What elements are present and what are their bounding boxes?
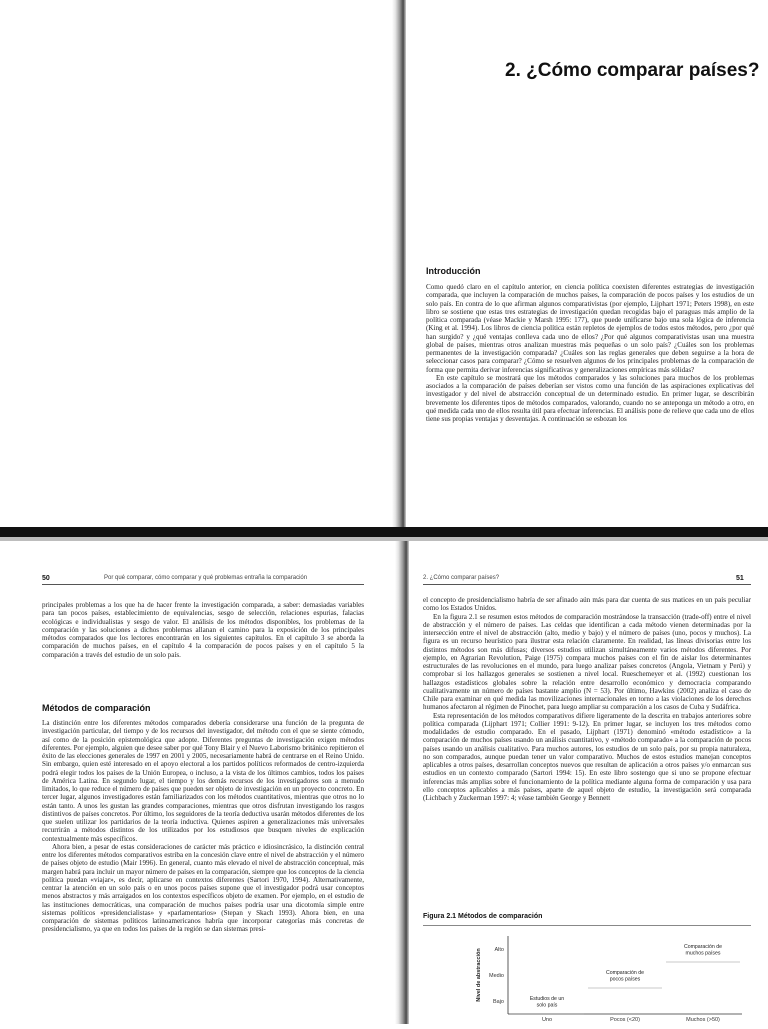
y-tick-label: Bajo [492,999,504,1005]
top-page-gutter [392,0,406,527]
right-paragraph-1: el concepto de presidencialismo habría de ser afinado aún más para dar cuenta de sus matices en un país peculiar como los Estados Unidos. [423,596,751,613]
y-tick-label: Medio [489,973,504,979]
running-head-left: Por qué comparar, cómo comparar y qué problemas entraña la comparación [104,575,308,581]
running-head-right: 2. ¿Cómo comparar países? [423,575,500,581]
cell-label: pocos países [609,976,641,983]
left-paragraph-1: La distinción entre los diferentes métodos comparados debería considerarse una función de la pregunta de investigación particular, del tiempo y de los recursos del investigador, del método con el que se siente cómodo, así como de la posición epistemológica que adopte. Diferentes preguntas de investigación exigen métodos diferentes. Por ejemplo, alguien que desee saber por qué Tony Blair y el Nuevo Laborismo británico repitieron el éxito de las elecciones generales de 1997 en 2001 y 2005, necesariamente habrá de centrarse en el Reino Unido. Sin embargo, quien esté interesado en el apoyo electoral a los partidos políticos reformados de centro-izquierda podrá elegir todos los países de la Unión Europea, o incluso, a la vista de los últimos cambios, todos los países de América Latina. En segundo lugar, el tiempo y los demás recursos de los investigadores son a menudo limitados, lo que reduce el número de países que pueden ser objeto de investigación en un proyecto concreto. En tercer lugar, algunos investigadores están familiarizados con los métodos cuantitativos, mientras que otros no lo están tanto. A unos les gustan las grandes comparaciones, mientras que otros disfrutan investigando los rasgos distintivos de países concretos. Por último, los seguidores de la teoría deductiva usarán métodos diferentes de los que suelen utilizar los partidarios de la teoría inductiva. Quienes aspiren a generalizaciones más universales recurrirán a métodos distintos de los utilizados por los estudiosos que busquen niveles de explicación contextualmente más específicos. [42,719,364,843]
x-tick-label: Uno [541,1017,553,1023]
header-rule-right [423,584,751,585]
cell-label: Comparación de [683,944,723,950]
y-axis-label: Nivel de abstracción [476,948,482,1002]
right-paragraph-3: Esta representación de los métodos comparativos difiere ligeramente de la descrita en trabajos anteriores sobre política comparada (Lijphart 1971; Collier 1991: 9-12). En primer lugar, se incluyen los tres métodos como modalidades de estudio comparado. En el pasado, Lijphart (1971) denominó «método estadístico» a la comparación de muchos países usando un análisis cuantitativo, y «método comparado» a la comparación de pocos países usando un análisis cualitativo. Para muchos autores, los estudios de un solo país, por su propia naturaleza, no son comparados, aunque puedan tener un valor comparativo. Muchos de estos estudios manejan conceptos aplicables a otros países, desarrollan conceptos nuevos que resultan de aplicación a otros países y/o enmarcan sus estudios en un contexto comparado (Sartori 1994: 15). En este libro sostengo que si uno se propone efectuar inferencias más amplias sobre el funcionamiento de la política mediante alguna forma de comparación y usa para ello conceptos aplicables a más países, aparte de aquel objeto de estudio, la investigación será comparada (Lichbach y Zuckerman 1997: 4; véase también George y Bennett [423,711,751,802]
left-intro-paragraph: principales problemas a los que ha de hacer frente la investigación comparada, a saber: demasiadas variables para tan pocos países, establecimiento de equivalencias, sesgo de selección, relaciones espurias, falacias ecológicas e individualistas y sesgo de valor. El análisis de los métodos disponibles, los problemas de la comparación y las soluciones a dichos problemas allanan el camino para la exposición de los principales métodos comparados que los lectores encontrarán en los siguientes capítulos. En el capítulo 3 se aborda la comparación de muchos países, en el capítulo 4 la comparación de pocos países y en el capítulo 5 la comparación a través del estudio de un solo país. [42,601,364,659]
figure-2-1-chart [470,930,750,1024]
cell-label: solo país [536,1002,558,1009]
chapter-title: 2. ¿Cómo comparar países? [505,60,760,81]
header-rule-left [42,584,364,585]
right-paragraph-2: En la figura 2.1 se resumen estos métodos de comparación mostrándose la transacción (trade-off) entre el nivel de abstracción y el número de países. Las celdas que identifican a cada método vienen determinadas por la intersección entre el nivel de abstracción (alto, medio y bajo) y el número de países (uno, pocos y muchos). La figura es un recurso heurístico para ilustrar esta relación claramente. En realidad, las líneas divisorias entre los distintos métodos son más difusas; diversos estudios utilizan simultáneamente varios métodos diferentes. Por ejemplo, en Agrarian Revolution, Paige (1975) compara muchos países con el fin de aislar los determinantes estructurales de las revoluciones en el mundo, para luego analizar países concretos (Angola, Vietnam y Perú) y comprobar si los hallazgos generales se sostienen a nivel local. Rueschemeyer et al. (1992) cuestionan los hallazgos estadísticos globales sobre la relación entre desarrollo económico y democracia comparando cualitativamente un número de países bastante amplio (N = 53). Por último, Hawkins (2002) analiza el caso de Chile para examinar en qué medida las movilizaciones internacionales en torno a las violaciones de los derechos humanos afectaron al régimen de Pinochet, para luego ampliar su comparación a los casos de Cuba y Sudáfrica. [423,612,751,712]
cell-label: Estudios de un [529,996,565,1002]
right-page-body [423,596,751,802]
chart-svg [470,930,750,1024]
top-page-body [426,283,754,423]
x-tick-label: Muchos (>50) [686,1017,720,1023]
left-intro-text [42,601,364,659]
left-page-body [42,719,364,934]
y-tick-label: Alto [494,947,504,953]
page-number-left: 50 [42,575,50,582]
cell-label: muchos países [685,950,721,957]
section-heading-introduccion: Introducción [426,266,481,276]
top-paragraph-2: En este capítulo se mostrará que los métodos comparados y las soluciones para muchos de los problemas asociados a la comparación de países deberían ser vistos como una función de las aspiraciones explicativas del investigador y del nivel de abstracción conceptual de un determinado estudio. En primer lugar, se describirán brevemente los diferentes tipos de métodos comparados, valorando, cuando no se anteponga un método a otro, en qué medida cada uno de ellos resulta útil para efectuar inferencias. El análisis pone de relieve que cada uno de ellos tiene sus propias ventajas y desventajas. A continuación se esbozan los [426,373,754,423]
scan-divider [0,527,768,537]
figure-rule [423,925,751,926]
page-number-right: 51 [736,575,744,582]
bottom-page-gutter [395,541,409,1024]
section-heading-metodos: Métodos de comparación [42,703,151,713]
figure-title: Figura 2.1 Métodos de comparación [423,913,543,920]
cell-label: Comparación de [605,970,645,976]
left-paragraph-2: Ahora bien, a pesar de estas consideraciones de carácter más práctico e idiosincrásico, la distinción central entre los diferentes métodos comparativos estriba en la concesión clave entre el nivel de abstracción y el número de países objeto de estudio (Mair 1996). En general, cuanto más elevado el nivel de abstracción conceptual, más margen habrá para incluir un mayor número de países en la comparación, siempre que los conceptos de la ciencia política puedan «viajar», es decir, aplicarse en contextos diferentes (Sartori 1970, 1994). Alternativamente, centrar la atención en un solo país o en unos pocos países supone que el investigador podrá usar conceptos menos abstractos y más arraigados en los contextos específicos objeto de examen. Por ejemplo, en el estudio de las instituciones democráticas, una comparación de muchos países podría usar una dicotomía simple entre sistemas políticos «presidencialistas» y «parlamentarios» (Stepan y Skach 1993). Ahora bien, en una comparación de sistemas políticos latinoamericanos habría que incorporar categorías más concretas de presidencialismo, ya que en todos los países de la región se dan sistemas presi- [42,842,364,934]
x-tick-label: Pocos (<20) [610,1017,640,1023]
top-paragraph-1: Como quedó claro en el capítulo anterior, en ciencia política coexisten diferentes estrategias de investigación comparada, que incluyen la comparación de muchos países, la comparación de pocos países y los estudios de un solo país. En contra de lo que afirman algunos comparativistas (por ejemplo, Lijphart 1971; Peters 1998), en este libro se sostiene que estas tres estrategias de investigación quedan recogidas bajo el paraguas más amplio de la política comparada (véase Mackie y Marsh 1995: 177), que puede unificarse bajo una sola lógica de inferencia (King et al. 1994). Los libros de ciencia política están repletos de ejemplos de todos estos métodos, pero ¿por qué han surgido? y ¿qué ventajas conlleva cada uno de ellos? ¿Por qué algunos comparativistas usan una muestra global de países, mientras otros analizan muestras más pequeñas o un solo país? ¿Cuáles son los problemas permanentes de la investigación comparada? ¿Cuáles son las reglas generales que deben seguirse a la hora de seleccionar casos para comparar? ¿Cómo se resuelven algunos de los principales problemas de la comparación de forma que permita derivar inferencias significativas y generalizaciones empíricas más sólidas? [426,283,754,374]
